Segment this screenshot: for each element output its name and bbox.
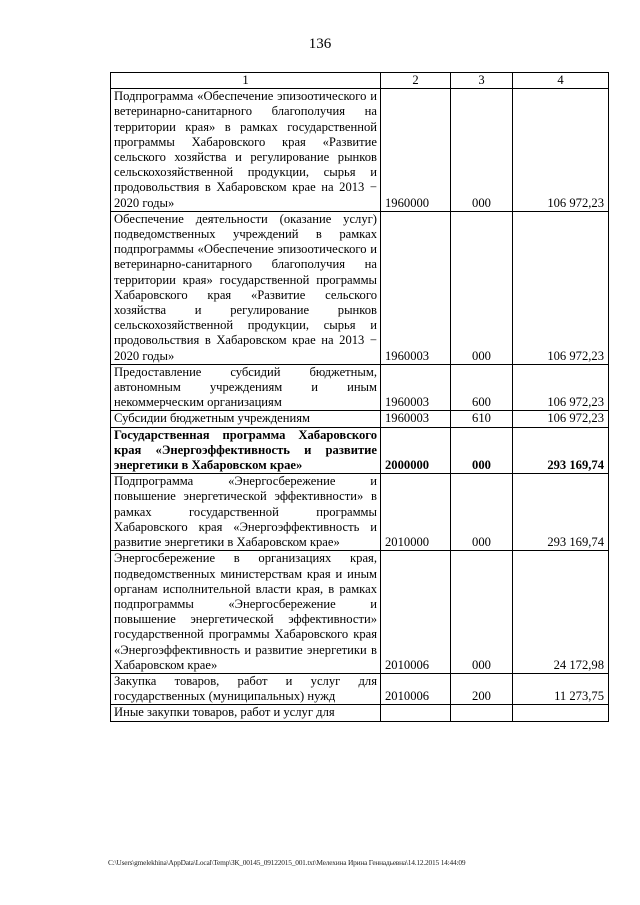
row-code-cell: 1960003 [381, 211, 451, 364]
row-sum-cell: 24 172,98 [513, 551, 609, 674]
table-row [111, 551, 609, 674]
row-kind-cell: 600 [451, 364, 513, 411]
row-name-cell: Предоставление субсидий бюджетным, автономным учреждениям и иным некоммерческим организациям [111, 364, 381, 411]
row-kind-cell: 000 [451, 211, 513, 364]
row-code-cell: 1960003 [381, 411, 451, 427]
row-code-cell: 2010000 [381, 474, 451, 551]
row-code-cell: 1960003 [381, 364, 451, 411]
row-sum-cell: 106 972,23 [513, 89, 609, 212]
row-name-cell: Закупка товаров, работ и услуг для государственных (муниципальных) нужд [111, 673, 381, 704]
row-sum-cell: 293 169,74 [513, 427, 609, 474]
row-sum-cell: 11 273,75 [513, 673, 609, 704]
page-number: 136 [308, 36, 332, 52]
row-name-cell: Иные закупки товаров, работ и услуг для [111, 705, 381, 721]
table-row [111, 427, 609, 474]
table-row [111, 89, 609, 212]
row-name-cell: Обеспечение деятельности (оказание услуг) подведомственных учреждений в рамках подпрограммы «Обеспечение эпизоотического и ветеринарно-санитарного благополучия на территории края» государственной программы Хабаровского края «Развитие сельского хозяйства и регулирование рынков сельскохозяйственной продукции, сырья и продовольствия в Хабаровском крае на 2013 − 2020 годы» [111, 211, 381, 364]
row-code-cell [381, 705, 451, 721]
row-kind-cell: 000 [451, 551, 513, 674]
row-code-cell: 2010006 [381, 551, 451, 674]
row-name-cell: Государственная программа Хабаровского края «Энергоэффективность и развитие энергетики в Хабаровском крае» [111, 427, 381, 474]
footer-file-path: C:\Users\gmelekhina\AppData\Local\Temp\ЗК_00145_09122015_001.txt\Мелехина Ирина Геннадьевна\14.12.2015 14:44:09 [108, 858, 466, 867]
column-header-sum: 4 [513, 73, 609, 89]
row-sum-cell [513, 705, 609, 721]
column-header-code: 2 [381, 73, 451, 89]
row-sum-cell: 106 972,23 [513, 364, 609, 411]
column-header-name: 1 [111, 73, 381, 89]
row-code-cell: 1960000 [381, 89, 451, 212]
row-sum-cell: 106 972,23 [513, 211, 609, 364]
row-name-cell: Подпрограмма «Энергосбережение и повышение энергетической эффективности» в рамках государственной программы Хабаровского края «Энергоэффективность и развитие энергетики в Хабаровском крае» [111, 474, 381, 551]
table-row [111, 411, 609, 427]
row-name-cell: Энергосбережение в организациях края, подведомственных министерствам края и иным органам исполнительной власти края, в рамках подпрограммы «Энергосбережение и повышение энергетической эффективности» государственной программы Хабаровского края «Энергоэффективность и развитие энергетики в Хабаровском крае» [111, 551, 381, 674]
row-kind-cell: 610 [451, 411, 513, 427]
table-row [111, 474, 609, 551]
row-kind-cell: 000 [451, 474, 513, 551]
row-sum-cell: 106 972,23 [513, 411, 609, 427]
row-kind-cell: 000 [451, 427, 513, 474]
row-code-cell: 2010006 [381, 673, 451, 704]
row-name-cell: Субсидии бюджетным учреждениям [111, 411, 381, 427]
row-sum-cell: 293 169,74 [513, 474, 609, 551]
row-name-cell: Подпрограмма «Обеспечение эпизоотического и ветеринарно-санитарного благополучия на территории края» в рамках государственной программы Хабаровского края «Развитие сельского хозяйства и регулирование рынков сельскохозяйственной продукции, сырья и продовольствия в Хабаровском крае на 2013 − 2020 годы» [111, 89, 381, 212]
table-row [111, 364, 609, 411]
table-row [111, 705, 609, 721]
row-code-cell: 2000000 [381, 427, 451, 474]
row-kind-cell [451, 705, 513, 721]
column-header-kind: 3 [451, 73, 513, 89]
table-row [111, 673, 609, 704]
row-kind-cell: 200 [451, 673, 513, 704]
table-row [111, 211, 609, 364]
row-kind-cell: 000 [451, 89, 513, 212]
table-header-row [111, 73, 609, 89]
budget-table [110, 72, 609, 722]
